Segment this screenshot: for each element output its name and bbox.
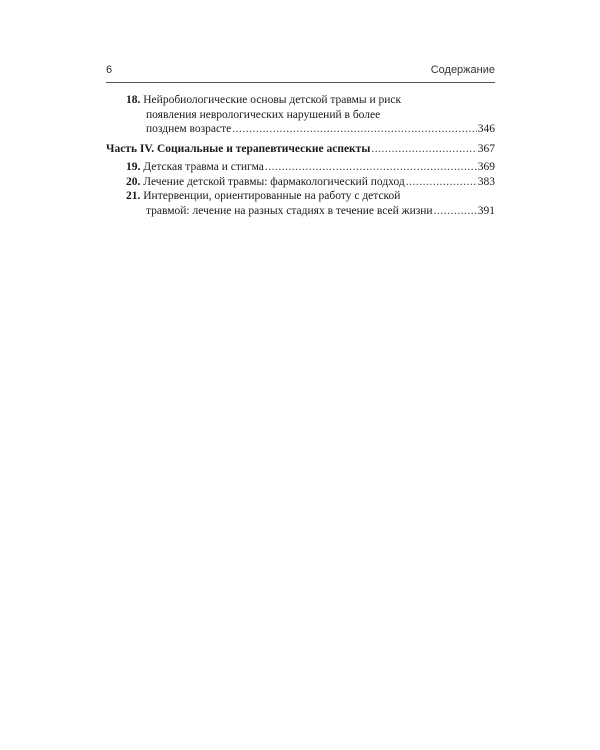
page-ref: 369: [477, 161, 495, 173]
chapter-number: 21.: [126, 190, 141, 202]
page-ref: 346: [477, 123, 495, 135]
toc-entry-line: [126, 93, 495, 108]
toc-entry-chapter-20: [106, 175, 495, 190]
chapter-number: 18.: [126, 94, 141, 106]
chapter-title: Детская травма и стигма: [143, 161, 264, 173]
toc-entry-part-4: [106, 142, 495, 157]
toc-entry-line: [126, 189, 495, 204]
chapter-title-line: Интервенции, ориентированные на работу с детской: [143, 190, 401, 202]
page-ref: 383: [477, 175, 495, 188]
toc-entry-chapter-18: [106, 93, 495, 137]
chapter-title-line: Нейробиологические основы детской травмы и риск: [143, 94, 402, 106]
dot-leader: [371, 142, 476, 157]
chapter-title-line: позднем возрасте: [146, 123, 232, 135]
toc-entry-chapter-19: [106, 160, 495, 175]
chapter-title-line: травмой: лечение на разных стадиях в течение всей жизни: [146, 204, 433, 217]
chapter-number: 19.: [126, 161, 141, 173]
page-ref: 367: [477, 142, 495, 155]
dot-leader: [265, 160, 477, 175]
chapter-title-line: появления неврологических нарушений в более: [146, 108, 381, 121]
toc-entry-line: [146, 204, 495, 219]
page-number: 6: [106, 64, 113, 76]
part-title: Часть IV. Социальные и терапевтические аспекты: [106, 142, 371, 155]
table-of-contents: [106, 93, 495, 218]
running-title: Содержание: [430, 64, 495, 76]
chapter-heading: [126, 175, 405, 190]
toc-entry-chapter-21: [106, 189, 495, 218]
header-rule: [106, 82, 495, 83]
dot-leader: [434, 204, 477, 219]
running-header: [106, 64, 495, 80]
chapter-number: 20.: [126, 175, 141, 188]
toc-entry-line: [146, 122, 495, 137]
chapter-title: Лечение детской травмы: фармакологический подход: [143, 175, 405, 188]
toc-entry-line: [106, 142, 495, 157]
page-ref: 391: [477, 204, 495, 217]
dot-leader: [406, 175, 477, 190]
toc-entry-line: [126, 175, 495, 190]
toc-entry-line: [146, 108, 495, 123]
dot-leader: [232, 122, 477, 137]
chapter-heading: [126, 160, 264, 175]
toc-entry-line: [126, 160, 495, 175]
